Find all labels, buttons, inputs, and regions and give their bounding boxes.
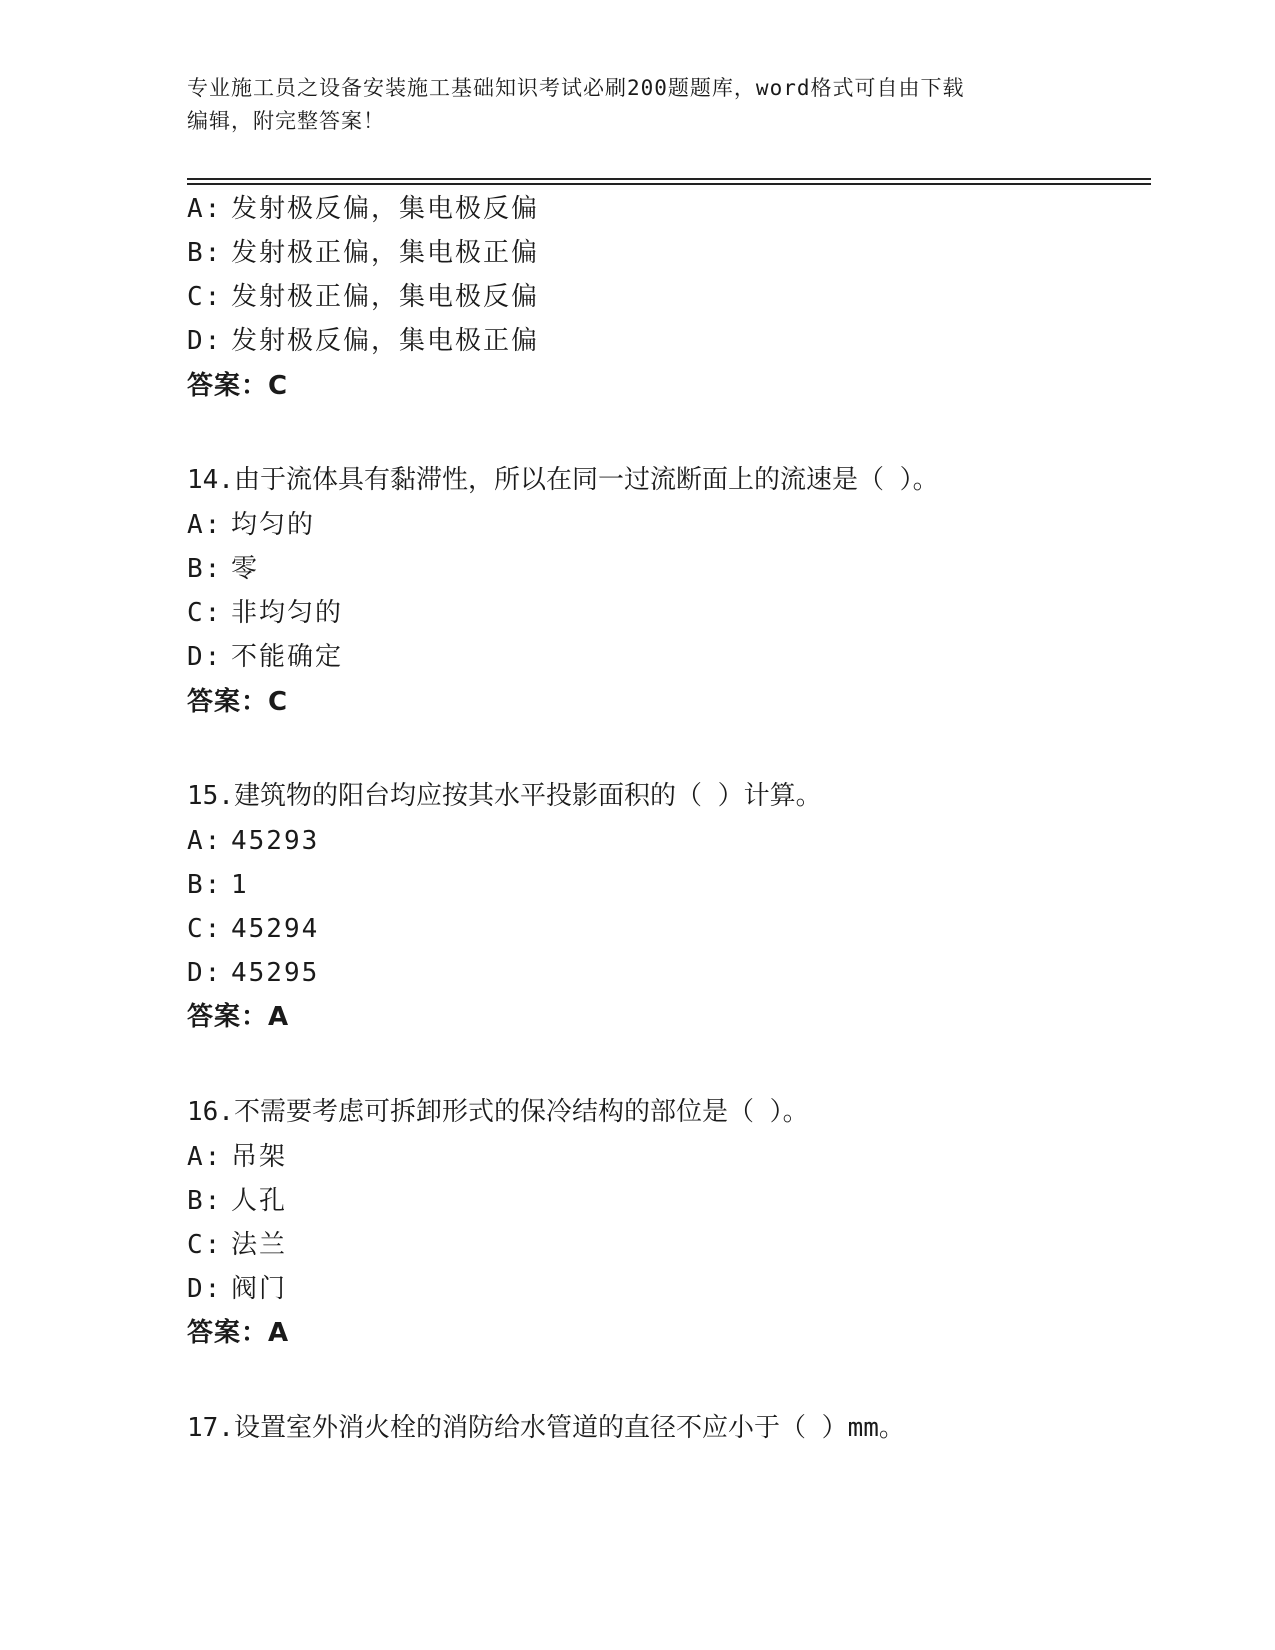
q13-answer: 答案：C: [187, 371, 289, 401]
q14-answer: 答案：C: [187, 687, 289, 717]
q16-question: 16.不需要考虑可拆卸形式的保冷结构的部位是（ ）。: [187, 1097, 809, 1127]
q14-option-b: [187, 552, 259, 586]
option-text: 人孔: [231, 1186, 288, 1216]
option-text: 发射极正偏，集电极反偏: [231, 282, 540, 312]
q14-question: 14.由于流体具有黏滞性，所以在同一过流断面上的流速是（ ）。: [187, 465, 939, 495]
option-letter: B:: [187, 1186, 223, 1216]
option-text: 非均匀的: [231, 598, 344, 628]
option-letter: C:: [187, 598, 223, 628]
option-text: 吊架: [231, 1142, 288, 1172]
option-text: 发射极反偏，集电极正偏: [231, 326, 540, 356]
q15-option-c: [187, 912, 319, 946]
option-letter: B:: [187, 870, 223, 900]
option-text: 均匀的: [231, 510, 316, 540]
q16-option-d: [187, 1272, 287, 1306]
q13-option-d: [187, 324, 539, 358]
option-text: 发射极正偏，集电极正偏: [231, 238, 540, 268]
q15-answer: 答案：A: [187, 1002, 290, 1032]
q17-question: 17.设置室外消火栓的消防给水管道的直径不应小于（ ）mm。: [187, 1413, 905, 1443]
option-text: 阀门: [231, 1274, 288, 1304]
header-rule-top: [187, 178, 1151, 180]
option-text: 不能确定: [231, 642, 344, 672]
option-letter: D:: [187, 326, 223, 356]
option-text: 零: [231, 554, 260, 584]
q14-option-d: [187, 640, 343, 674]
q14-option-c: [187, 596, 343, 630]
option-letter: B:: [187, 554, 223, 584]
q15-option-d: [187, 956, 319, 990]
option-letter: C:: [187, 914, 223, 944]
option-text: 45293: [231, 826, 320, 856]
option-letter: C:: [187, 1230, 223, 1260]
option-letter: D:: [187, 958, 223, 988]
option-text: 发射极反偏，集电极反偏: [231, 194, 540, 224]
option-letter: C:: [187, 282, 223, 312]
q15-option-a: [187, 824, 319, 858]
option-letter: B:: [187, 238, 223, 268]
option-letter: A:: [187, 826, 223, 856]
header-line-1: 专业施工员之设备安装施工基础知识考试必刷200题题库，word格式可自由下载: [187, 76, 965, 100]
option-letter: D:: [187, 642, 223, 672]
q13-option-b: [187, 236, 539, 270]
option-letter: A:: [187, 510, 223, 540]
option-letter: A:: [187, 194, 223, 224]
q15-question: 15.建筑物的阳台均应按其水平投影面积的（ ）计算。: [187, 781, 822, 811]
q15-option-b: [187, 868, 249, 902]
header-line-2: 编辑，附完整答案！: [187, 109, 385, 133]
q16-option-a: [187, 1140, 287, 1174]
q16-option-b: [187, 1184, 287, 1218]
option-text: 45295: [231, 958, 320, 988]
q16-answer: 答案：A: [187, 1318, 290, 1348]
document-header: [187, 72, 1087, 138]
q13-option-c: [187, 280, 539, 314]
option-text: 1: [231, 870, 249, 900]
option-text: 法兰: [231, 1230, 288, 1260]
option-letter: D:: [187, 1274, 223, 1304]
option-text: 45294: [231, 914, 320, 944]
q13-option-a: [187, 192, 539, 226]
q16-option-c: [187, 1228, 287, 1262]
option-letter: A:: [187, 1142, 223, 1172]
header-rule-bottom: [187, 183, 1151, 185]
q14-option-a: [187, 508, 315, 542]
